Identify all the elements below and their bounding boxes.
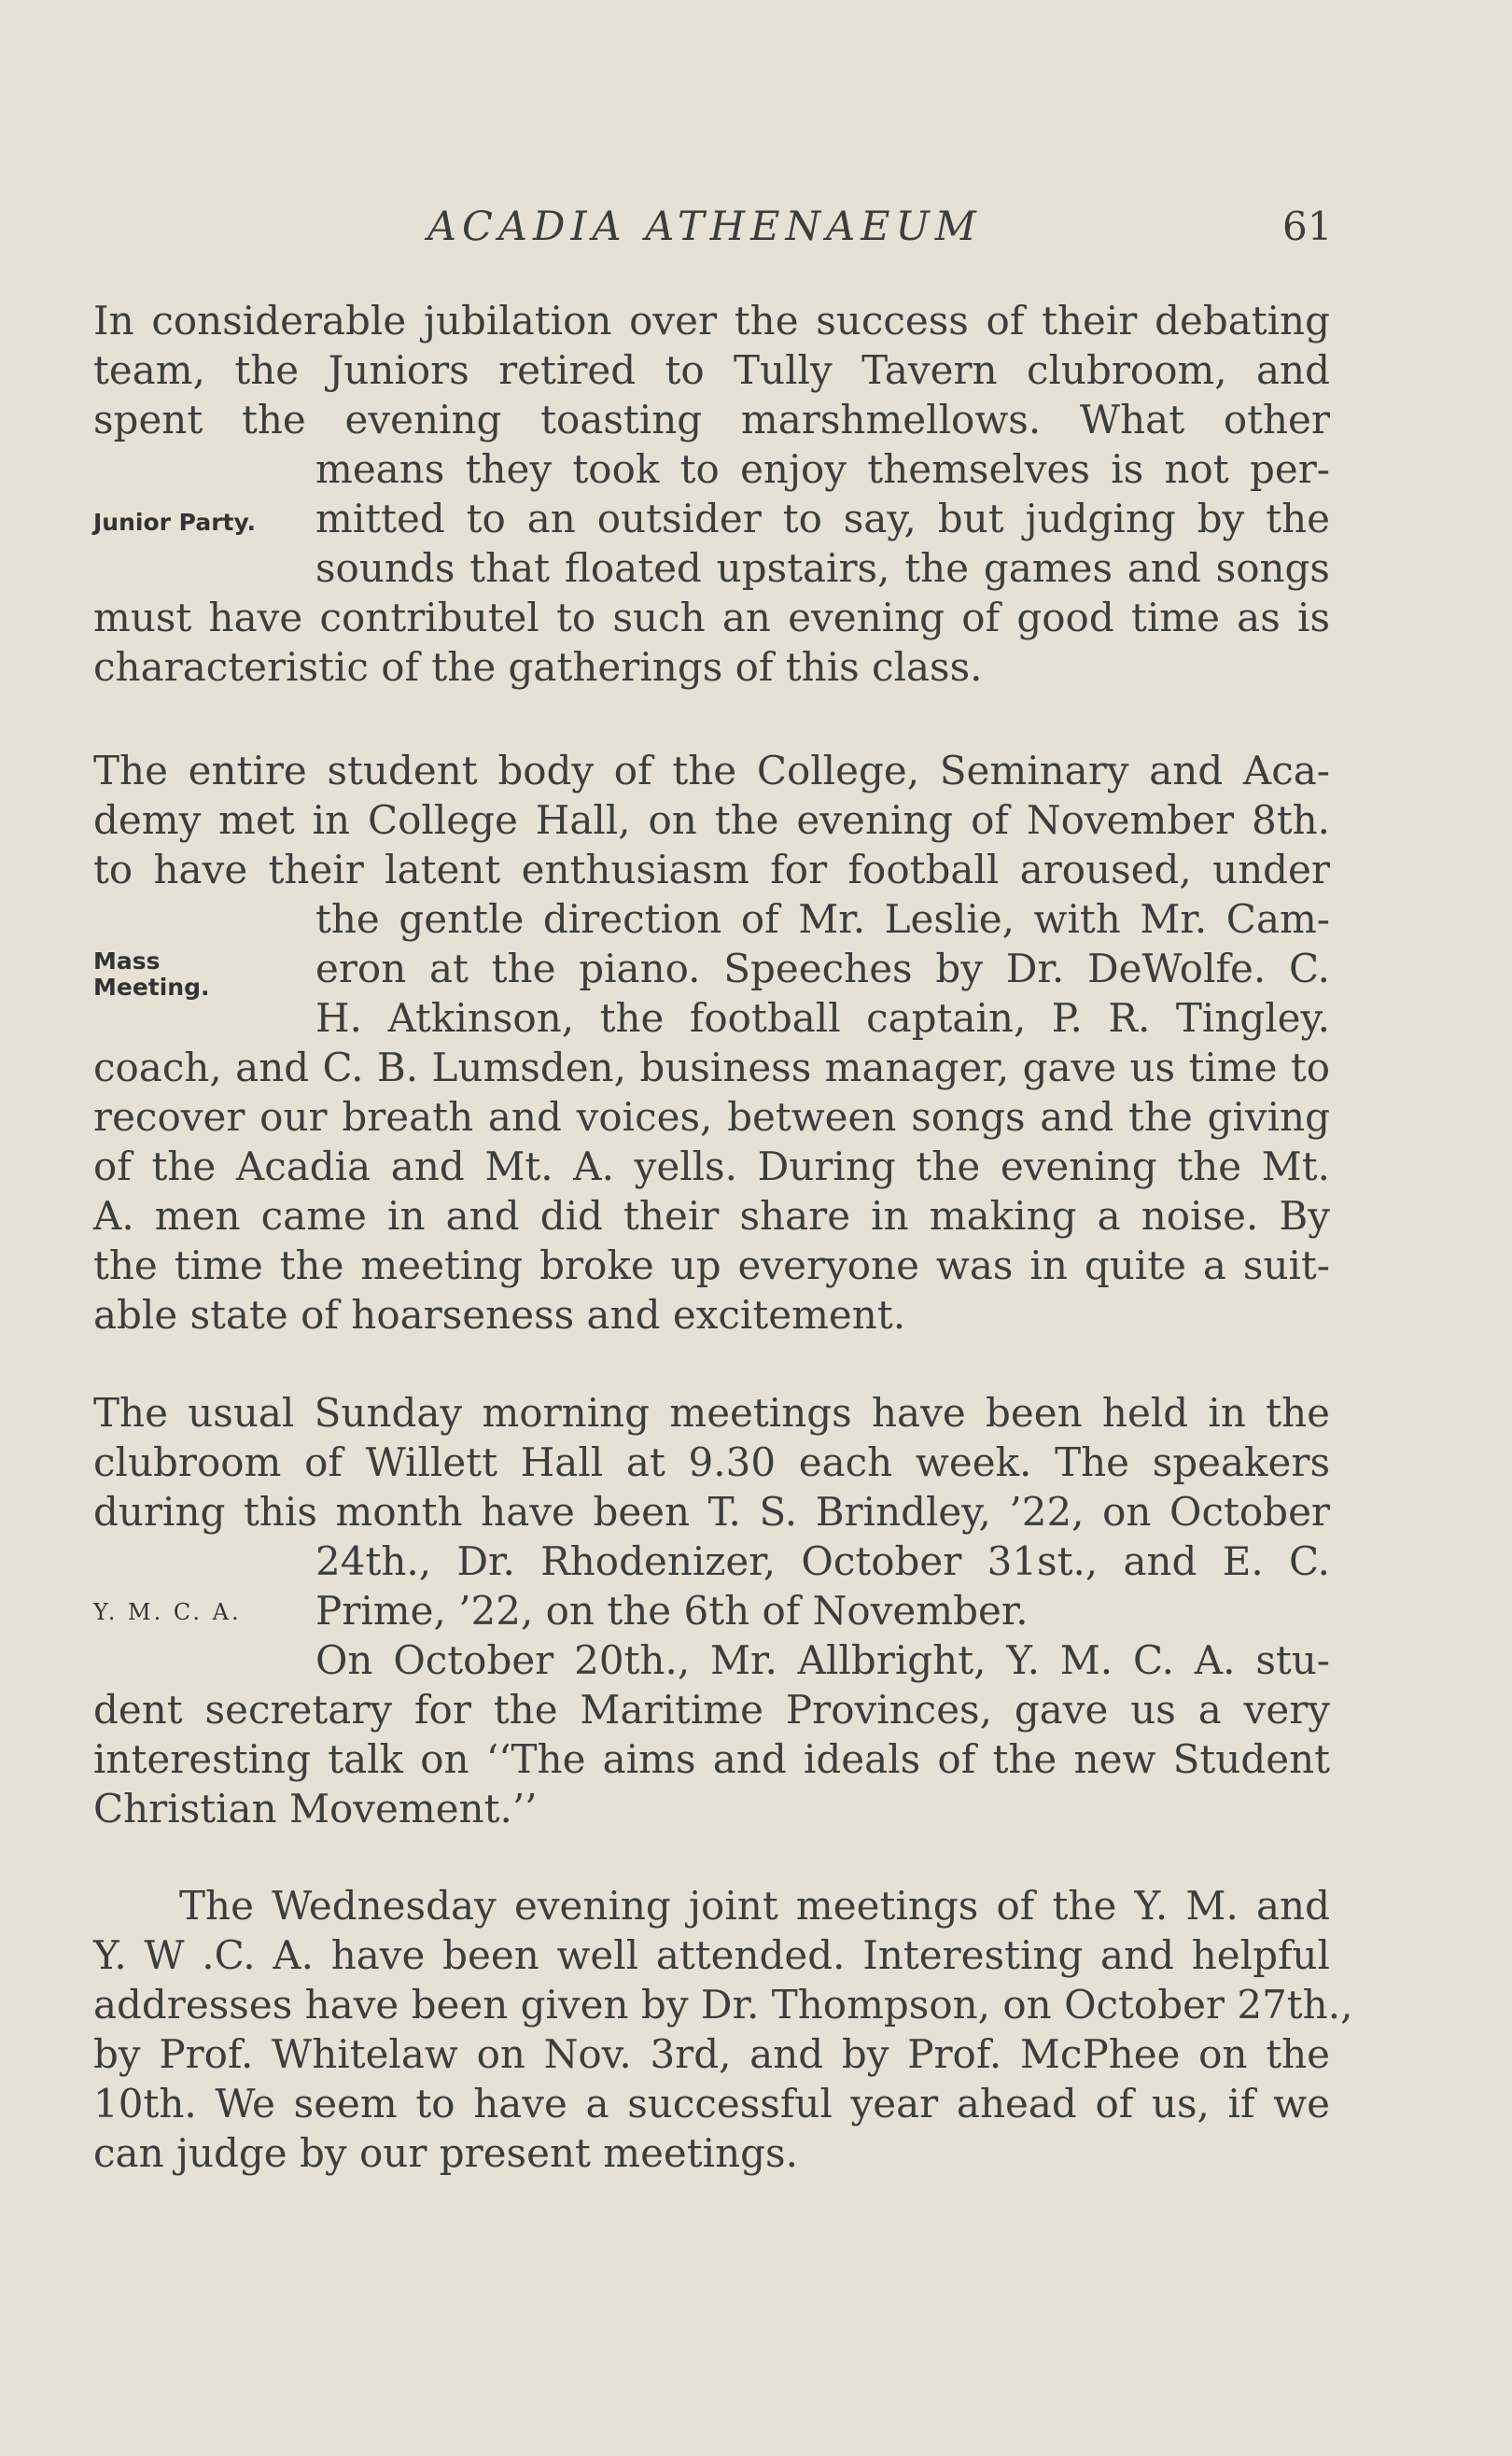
text-line: during this month have been T. S. Brindley, ’22, on October <box>93 1489 1330 1535</box>
text-line: The entire student body of the College, Seminary and Aca- <box>93 748 1330 793</box>
text-line: eron at the piano. Speeches by Dr. DeWolfe. C. <box>315 946 1330 991</box>
text-line: means they took to enjoy themselves is not per- <box>315 446 1330 492</box>
text-line: dent secretary for the Maritime Provinces, gave us a very <box>93 1687 1330 1733</box>
text-line: spent the evening toasting marshmellows. What other <box>93 397 1330 442</box>
margin-note-junior-party: Junior Party. <box>93 509 256 536</box>
text-line: clubroom of Willett Hall at 9.30 each week. The speakers <box>93 1439 1330 1485</box>
text-line: able state of hoarseness and excitement. <box>93 1292 906 1338</box>
text-line: characteristic of the gatherings of this class. <box>93 644 983 690</box>
text-line: On October 20th., Mr. Allbright, Y. M. C. A. stu- <box>315 1637 1330 1683</box>
text-line: The Wednesday evening joint meetings of the Y. M. and <box>179 1883 1330 1929</box>
text-line: addresses have been given by Dr. Thompson, on October 27th., <box>93 1982 1353 2028</box>
text-line: The usual Sunday morning meetings have been held in the <box>93 1390 1330 1436</box>
text-line: team, the Juniors retired to Tully Tavern clubroom, and <box>93 347 1330 393</box>
text-line: by Prof. Whitelaw on Nov. 3rd, and by Prof. McPhee on the <box>93 2031 1330 2077</box>
text-line: must have contributel to such an evening of good time as is <box>93 595 1330 640</box>
margin-note-ymca: Y. M. C. A. <box>93 1599 242 1625</box>
page-number: 61 <box>1282 203 1333 249</box>
text-line: the time the meeting broke up everyone was in quite a suit- <box>93 1242 1330 1288</box>
text-line: the gentle direction of Mr. Leslie, with Mr. Cam- <box>315 896 1330 942</box>
text-line: H. Atkinson, the football captain, P. R. Tingley. <box>315 995 1330 1041</box>
text-line: can judge by our present meetings. <box>93 2130 798 2176</box>
page-header <box>0 203 1512 260</box>
margin-note-line: Mass <box>93 947 161 975</box>
text-line: Prime, ’22, on the 6th of November. <box>315 1588 1029 1634</box>
text-line: A. men came in and did their share in making a noise. By <box>93 1193 1330 1239</box>
text-line: of the Acadia and Mt. A. yells. During the evening the Mt. <box>93 1144 1330 1189</box>
text-line: sounds that floated upstairs, the games and songs <box>315 545 1330 591</box>
text-line: Y. W .C. A. have been well attended. Interesting and helpful <box>93 1932 1330 1978</box>
text-line: interesting talk on ‘‘The aims and ideals of the new Student <box>93 1736 1330 1782</box>
text-line: coach, and C. B. Lumsden, business manager, gave us time to <box>93 1045 1330 1090</box>
text-line: 24th., Dr. Rhodenizer, October 31st., and E. C. <box>315 1538 1330 1584</box>
running-title: ACADIA ATHENAEUM <box>427 203 982 250</box>
text-line: recover our breath and voices, between songs and the giving <box>93 1094 1330 1140</box>
margin-note-line: Meeting. <box>93 974 210 1001</box>
text-line: to have their latent enthusiasm for football aroused, under <box>93 847 1330 892</box>
text-line: mitted to an outsider to say, but judging by the <box>315 496 1330 541</box>
margin-note-mass-meeting <box>93 948 210 1001</box>
text-line: demy met in College Hall, on the evening of November 8th. <box>93 797 1330 843</box>
text-line: In considerable jubilation over the success of their debating <box>93 298 1330 344</box>
text-line: 10th. We seem to have a successful year ahead of us, if we <box>93 2081 1330 2126</box>
text-line: Christian Movement.’’ <box>93 1786 538 1831</box>
